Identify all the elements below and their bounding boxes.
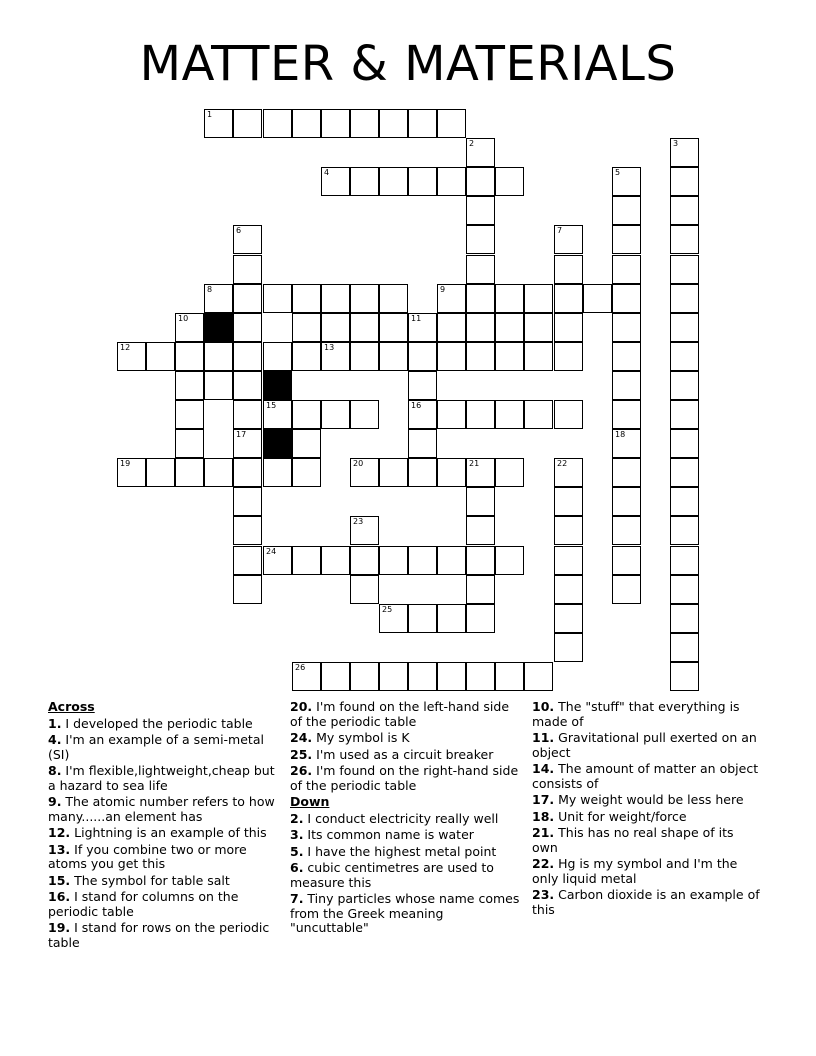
crossword-cell[interactable] bbox=[408, 342, 437, 371]
crossword-cell[interactable] bbox=[670, 458, 699, 487]
crossword-cell[interactable] bbox=[670, 313, 699, 342]
clue-number: 2 bbox=[469, 139, 475, 148]
clue-number: 10 bbox=[178, 314, 189, 323]
crossword-cell[interactable] bbox=[117, 458, 146, 487]
down-clue-list-continued bbox=[532, 700, 760, 917]
crossword-cell[interactable] bbox=[175, 342, 204, 371]
crossword-cell[interactable] bbox=[524, 284, 553, 313]
crossword-cell[interactable] bbox=[670, 429, 699, 458]
crossword-cell[interactable] bbox=[233, 225, 262, 254]
crossword-cell[interactable] bbox=[437, 109, 466, 138]
crossword-cell[interactable] bbox=[554, 284, 583, 313]
crossword-cell[interactable] bbox=[233, 575, 262, 604]
clue-number: 16 bbox=[411, 401, 422, 410]
clue-text: My weight would be less here bbox=[554, 792, 744, 807]
down-clue bbox=[290, 828, 522, 843]
crossword-cell[interactable] bbox=[670, 225, 699, 254]
clue-text: cubic centimetres are used to measure this bbox=[290, 860, 494, 890]
crossword-cell[interactable] bbox=[612, 167, 641, 196]
crossword-cell[interactable] bbox=[554, 342, 583, 371]
crossword-cell[interactable] bbox=[466, 400, 495, 429]
across-clue bbox=[48, 826, 280, 841]
clue-text: My symbol is K bbox=[312, 730, 410, 745]
across-clue bbox=[48, 733, 280, 762]
clue-text: I'm an example of a semi-metal (SI) bbox=[48, 732, 264, 762]
crossword-cell[interactable] bbox=[495, 400, 524, 429]
across-clue bbox=[290, 731, 522, 746]
clue-text: I developed the periodic table bbox=[61, 715, 253, 731]
down-clue bbox=[532, 810, 760, 825]
crossword-cell[interactable] bbox=[670, 516, 699, 545]
clue-text: I'm found on the left-hand side of the periodic table bbox=[290, 699, 510, 729]
crossword-cell[interactable] bbox=[670, 138, 699, 167]
clue-number-label: 1. bbox=[48, 715, 62, 731]
crossword-cell[interactable] bbox=[437, 546, 466, 575]
down-clue bbox=[532, 700, 760, 729]
crossword-cell[interactable] bbox=[408, 546, 437, 575]
crossword-cell[interactable] bbox=[175, 458, 204, 487]
crossword-cell[interactable] bbox=[321, 313, 350, 342]
crossword-cell[interactable] bbox=[408, 109, 437, 138]
black-square bbox=[263, 429, 292, 458]
across-clue bbox=[48, 921, 280, 950]
crossword-cell[interactable] bbox=[466, 342, 495, 371]
crossword-cell[interactable] bbox=[146, 342, 175, 371]
crossword-cell[interactable] bbox=[554, 575, 583, 604]
clue-number: 3 bbox=[673, 139, 679, 148]
across-clue bbox=[48, 717, 280, 732]
down-clue bbox=[290, 845, 522, 860]
clue-number: 15 bbox=[266, 401, 277, 410]
crossword-cell[interactable] bbox=[612, 429, 641, 458]
crossword-cell[interactable] bbox=[408, 458, 437, 487]
crossword-cell[interactable] bbox=[350, 662, 379, 691]
crossword-cell[interactable] bbox=[466, 167, 495, 196]
crossword-cell[interactable] bbox=[292, 400, 321, 429]
crossword-cell[interactable] bbox=[175, 313, 204, 342]
crossword-cell[interactable] bbox=[379, 458, 408, 487]
crossword-cell[interactable] bbox=[612, 225, 641, 254]
crossword-cell[interactable] bbox=[466, 196, 495, 225]
clue-number: 1 bbox=[207, 110, 213, 119]
crossword-cell[interactable] bbox=[670, 604, 699, 633]
crossword-cell[interactable] bbox=[670, 633, 699, 662]
clue-text: I stand for rows on the periodic table bbox=[48, 920, 270, 950]
crossword-cell[interactable] bbox=[350, 400, 379, 429]
clue-text: Hg is my symbol and I'm the only liquid metal bbox=[532, 856, 738, 886]
down-clue bbox=[290, 892, 522, 936]
across-heading: Across bbox=[48, 699, 95, 714]
crossword-cell[interactable] bbox=[379, 313, 408, 342]
crossword-cell[interactable] bbox=[612, 487, 641, 516]
clue-number-label: 20. bbox=[290, 699, 313, 714]
crossword-cell[interactable] bbox=[233, 313, 262, 342]
across-clue bbox=[48, 843, 280, 872]
clue-text: I'm used as a circuit breaker bbox=[312, 746, 494, 762]
crossword-cell[interactable] bbox=[292, 284, 321, 313]
clue-number-label: 7. bbox=[290, 891, 304, 906]
crossword-cell[interactable] bbox=[437, 284, 466, 313]
crossword-cell[interactable] bbox=[350, 342, 379, 371]
crossword-cell[interactable] bbox=[204, 109, 233, 138]
clue-number: 13 bbox=[324, 343, 335, 352]
crossword-cell[interactable] bbox=[437, 400, 466, 429]
clue-number: 4 bbox=[324, 168, 330, 177]
clue-text: Its common name is water bbox=[303, 827, 474, 842]
crossword-cell[interactable] bbox=[350, 546, 379, 575]
crossword-cell[interactable] bbox=[350, 313, 379, 342]
clue-number: 12 bbox=[120, 343, 131, 352]
clue-number-label: 15. bbox=[48, 872, 71, 888]
crossword-cell[interactable] bbox=[495, 458, 524, 487]
crossword-cell[interactable] bbox=[612, 516, 641, 545]
across-clue bbox=[48, 764, 280, 793]
clue-number-label: 13. bbox=[48, 841, 71, 857]
clue-text: Lightning is an example of this bbox=[70, 825, 267, 840]
clues-column-1 bbox=[48, 700, 280, 952]
clue-number-label: 11. bbox=[532, 730, 555, 745]
clue-number: 22 bbox=[557, 459, 568, 468]
crossword-cell[interactable] bbox=[524, 342, 553, 371]
crossword-cell[interactable] bbox=[437, 604, 466, 633]
crossword-cell[interactable] bbox=[670, 342, 699, 371]
clue-number-label: 14. bbox=[532, 761, 555, 776]
crossword-cell[interactable] bbox=[379, 546, 408, 575]
crossword-cell[interactable] bbox=[612, 284, 641, 313]
crossword-cell[interactable] bbox=[292, 109, 321, 138]
crossword-cell[interactable] bbox=[670, 662, 699, 691]
crossword-cell[interactable] bbox=[670, 255, 699, 284]
clue-number-label: 17. bbox=[532, 792, 555, 807]
crossword-cell[interactable] bbox=[612, 313, 641, 342]
clue-number: 20 bbox=[353, 459, 364, 468]
crossword-cell[interactable] bbox=[204, 342, 233, 371]
crossword-cell[interactable] bbox=[554, 225, 583, 254]
crossword-cell[interactable] bbox=[350, 109, 379, 138]
clue-text: The symbol for table salt bbox=[70, 872, 230, 888]
clue-number: 19 bbox=[120, 459, 131, 468]
crossword-cell[interactable] bbox=[321, 284, 350, 313]
crossword-cell[interactable] bbox=[554, 458, 583, 487]
down-clue bbox=[532, 826, 760, 855]
crossword-cell[interactable] bbox=[350, 458, 379, 487]
crossword-cell[interactable] bbox=[466, 138, 495, 167]
crossword-cell[interactable] bbox=[233, 429, 262, 458]
crossword-cell[interactable] bbox=[670, 196, 699, 225]
crossword-cell[interactable] bbox=[612, 458, 641, 487]
crossword-cell[interactable] bbox=[350, 167, 379, 196]
crossword-cell[interactable] bbox=[466, 662, 495, 691]
clue-number: 6 bbox=[236, 226, 242, 235]
crossword-cell[interactable] bbox=[408, 662, 437, 691]
crossword-cell[interactable] bbox=[437, 662, 466, 691]
clue-number-label: 8. bbox=[48, 763, 62, 778]
clue-number-label: 12. bbox=[48, 825, 71, 840]
crossword-cell[interactable] bbox=[204, 284, 233, 313]
crossword-cell[interactable] bbox=[612, 400, 641, 429]
crossword-cell[interactable] bbox=[263, 546, 292, 575]
crossword-cell[interactable] bbox=[321, 546, 350, 575]
crossword-cell[interactable] bbox=[263, 400, 292, 429]
crossword-cell[interactable] bbox=[233, 342, 262, 371]
crossword-cell[interactable] bbox=[437, 313, 466, 342]
crossword-cell[interactable] bbox=[670, 575, 699, 604]
crossword-cell[interactable] bbox=[466, 516, 495, 545]
crossword-cell[interactable] bbox=[263, 284, 292, 313]
crossword-cell[interactable] bbox=[263, 458, 292, 487]
crossword-cell[interactable] bbox=[379, 167, 408, 196]
clue-number-label: 2. bbox=[290, 810, 304, 826]
clue-number-label: 6. bbox=[290, 860, 304, 875]
crossword-cell[interactable] bbox=[233, 255, 262, 284]
crossword-cell[interactable] bbox=[379, 109, 408, 138]
crossword-cell[interactable] bbox=[466, 225, 495, 254]
crossword-cell[interactable] bbox=[524, 400, 553, 429]
crossword-cell[interactable] bbox=[233, 546, 262, 575]
crossword-cell[interactable] bbox=[554, 255, 583, 284]
crossword-cell[interactable] bbox=[408, 313, 437, 342]
clue-number-label: 4. bbox=[48, 732, 62, 747]
crossword-cell[interactable] bbox=[612, 342, 641, 371]
clue-text: The "stuff" that everything is made of bbox=[532, 699, 740, 729]
down-clue-list bbox=[290, 812, 522, 936]
crossword-cell[interactable] bbox=[612, 546, 641, 575]
crossword-cell[interactable] bbox=[495, 313, 524, 342]
clue-text: I have the highest metal point bbox=[303, 843, 497, 859]
down-clue bbox=[532, 762, 760, 791]
clue-number: 9 bbox=[440, 285, 446, 294]
crossword-cell[interactable] bbox=[554, 313, 583, 342]
clue-text: Tiny particles whose name comes from the Greek meaning "uncuttable" bbox=[290, 891, 520, 935]
clue-text: I'm flexible,lightweight,cheap but a hazard to sea life bbox=[48, 763, 275, 793]
crossword-cell[interactable] bbox=[321, 109, 350, 138]
crossword-cell[interactable] bbox=[321, 167, 350, 196]
crossword-cell[interactable] bbox=[204, 458, 233, 487]
crossword-cell[interactable] bbox=[524, 662, 553, 691]
clue-number-label: 5. bbox=[290, 843, 304, 859]
crossword-cell[interactable] bbox=[321, 342, 350, 371]
crossword-cell[interactable] bbox=[466, 284, 495, 313]
crossword-cell[interactable] bbox=[350, 284, 379, 313]
crossword-cell[interactable] bbox=[670, 546, 699, 575]
crossword-cell[interactable] bbox=[670, 167, 699, 196]
crossword-cell[interactable] bbox=[495, 167, 524, 196]
clue-number-label: 9. bbox=[48, 794, 62, 809]
crossword-cell[interactable] bbox=[408, 604, 437, 633]
clue-text: This has no real shape of its own bbox=[532, 825, 734, 855]
crossword-cell[interactable] bbox=[292, 342, 321, 371]
crossword-cell[interactable] bbox=[204, 371, 233, 400]
crossword-cell[interactable] bbox=[379, 662, 408, 691]
across-clue bbox=[48, 874, 280, 889]
clue-number: 7 bbox=[557, 226, 563, 235]
clue-text: Carbon dioxide is an example of this bbox=[532, 887, 760, 917]
page-title: MATTER & MATERIALS bbox=[139, 36, 677, 92]
crossword-cell[interactable] bbox=[321, 400, 350, 429]
clue-number: 24 bbox=[266, 547, 277, 556]
down-clue bbox=[290, 812, 522, 827]
clue-number: 23 bbox=[353, 517, 364, 526]
across-clue-list-continued bbox=[290, 700, 522, 793]
clue-number-label: 19. bbox=[48, 920, 71, 935]
clue-number-label: 16. bbox=[48, 889, 71, 904]
crossword-cell[interactable] bbox=[175, 400, 204, 429]
down-heading: Down bbox=[290, 794, 330, 809]
across-clue-list bbox=[48, 717, 280, 951]
crossword-cell[interactable] bbox=[437, 458, 466, 487]
crossword-cell[interactable] bbox=[554, 516, 583, 545]
crossword-cell[interactable] bbox=[175, 371, 204, 400]
clue-number: 18 bbox=[615, 430, 626, 439]
crossword-cell[interactable] bbox=[495, 546, 524, 575]
crossword-cell[interactable] bbox=[292, 546, 321, 575]
clue-number-label: 25. bbox=[290, 746, 313, 762]
clue-number: 8 bbox=[207, 285, 213, 294]
across-clue bbox=[48, 890, 280, 919]
crossword-cell[interactable] bbox=[175, 429, 204, 458]
crossword-cell[interactable] bbox=[408, 429, 437, 458]
crossword-cell[interactable] bbox=[554, 400, 583, 429]
crossword-cell[interactable] bbox=[263, 109, 292, 138]
down-clue bbox=[290, 861, 522, 890]
crossword-cell[interactable] bbox=[292, 458, 321, 487]
crossword-cell[interactable] bbox=[670, 284, 699, 313]
crossword-cell[interactable] bbox=[670, 487, 699, 516]
crossword-cell[interactable] bbox=[670, 371, 699, 400]
crossword-cell[interactable] bbox=[554, 487, 583, 516]
crossword-cell[interactable] bbox=[437, 167, 466, 196]
clue-number: 21 bbox=[469, 459, 480, 468]
crossword-cell[interactable] bbox=[233, 487, 262, 516]
crossword-cell[interactable] bbox=[350, 516, 379, 545]
clue-text: I stand for columns on the periodic table bbox=[48, 889, 239, 919]
crossword-cell[interactable] bbox=[437, 342, 466, 371]
down-clue bbox=[532, 731, 760, 760]
across-clue bbox=[290, 700, 522, 729]
clue-text: I'm found on the right-hand side of the periodic table bbox=[290, 763, 519, 793]
clue-number: 25 bbox=[382, 605, 393, 614]
crossword-cell[interactable] bbox=[233, 109, 262, 138]
crossword-cell[interactable] bbox=[292, 429, 321, 458]
crossword-cell[interactable] bbox=[321, 662, 350, 691]
crossword-cell[interactable] bbox=[379, 342, 408, 371]
crossword-cell[interactable] bbox=[466, 313, 495, 342]
crossword-cell[interactable] bbox=[583, 284, 612, 313]
across-clue bbox=[290, 764, 522, 793]
across-clue bbox=[48, 795, 280, 824]
clue-number: 17 bbox=[236, 430, 247, 439]
crossword-cell[interactable] bbox=[524, 313, 553, 342]
crossword-cell[interactable] bbox=[408, 371, 437, 400]
crossword-cell[interactable] bbox=[466, 575, 495, 604]
clues-column-3 bbox=[532, 700, 760, 919]
crossword-cell[interactable] bbox=[554, 633, 583, 662]
clue-number: 26 bbox=[295, 663, 306, 672]
clue-number-label: 22. bbox=[532, 856, 555, 871]
crossword-cell[interactable] bbox=[612, 196, 641, 225]
crossword-cell[interactable] bbox=[466, 487, 495, 516]
crossword-cell[interactable] bbox=[612, 575, 641, 604]
clue-number-label: 26. bbox=[290, 763, 313, 778]
crossword-cell[interactable] bbox=[408, 167, 437, 196]
black-square bbox=[204, 313, 233, 342]
down-clue bbox=[532, 857, 760, 886]
crossword-cell[interactable] bbox=[146, 458, 175, 487]
crossword-cell[interactable] bbox=[233, 284, 262, 313]
clue-text: If you combine two or more atoms you get this bbox=[48, 841, 247, 871]
crossword-cell[interactable] bbox=[612, 255, 641, 284]
clues-column-2 bbox=[290, 700, 522, 938]
crossword-cell[interactable] bbox=[466, 546, 495, 575]
clue-number-label: 3. bbox=[290, 827, 304, 842]
across-clue bbox=[290, 748, 522, 763]
crossword-cell[interactable] bbox=[292, 313, 321, 342]
clue-number-label: 23. bbox=[532, 887, 555, 902]
clue-text: The amount of matter an object consists of bbox=[532, 761, 759, 791]
down-clue bbox=[532, 793, 760, 808]
crossword-cell[interactable] bbox=[292, 662, 321, 691]
crossword-cell[interactable] bbox=[263, 342, 292, 371]
crossword-cell[interactable] bbox=[612, 371, 641, 400]
crossword-cell[interactable] bbox=[233, 400, 262, 429]
clue-number-label: 21. bbox=[532, 825, 555, 840]
crossword-cell[interactable] bbox=[466, 458, 495, 487]
down-clue bbox=[532, 888, 760, 917]
crossword-cell[interactable] bbox=[466, 255, 495, 284]
clue-text: I conduct electricity really well bbox=[303, 810, 499, 826]
crossword-cell[interactable] bbox=[466, 604, 495, 633]
crossword-cell[interactable] bbox=[495, 342, 524, 371]
clue-text: Gravitational pull exerted on an object bbox=[532, 730, 757, 760]
crossword-cell[interactable] bbox=[379, 284, 408, 313]
crossword-cell[interactable] bbox=[670, 400, 699, 429]
clue-number: 11 bbox=[411, 314, 422, 323]
crossword-cell[interactable] bbox=[350, 575, 379, 604]
crossword-cell[interactable] bbox=[554, 604, 583, 633]
crossword-cell[interactable] bbox=[379, 604, 408, 633]
clue-number: 5 bbox=[615, 168, 621, 177]
clue-number-label: 10. bbox=[532, 699, 555, 714]
crossword-cell[interactable] bbox=[554, 546, 583, 575]
crossword-cell[interactable] bbox=[408, 400, 437, 429]
crossword-cell[interactable] bbox=[495, 662, 524, 691]
crossword-cell[interactable] bbox=[233, 516, 262, 545]
black-square bbox=[263, 371, 292, 400]
crossword-cell[interactable] bbox=[495, 284, 524, 313]
crossword-cell[interactable] bbox=[233, 458, 262, 487]
clue-number-label: 18. bbox=[532, 808, 555, 824]
clue-text: Unit for weight/force bbox=[554, 808, 687, 824]
clue-number-label: 24. bbox=[290, 730, 313, 745]
crossword-cell[interactable] bbox=[233, 371, 262, 400]
crossword-cell[interactable] bbox=[117, 342, 146, 371]
clue-text: The atomic number refers to how many......an element has bbox=[48, 794, 275, 824]
